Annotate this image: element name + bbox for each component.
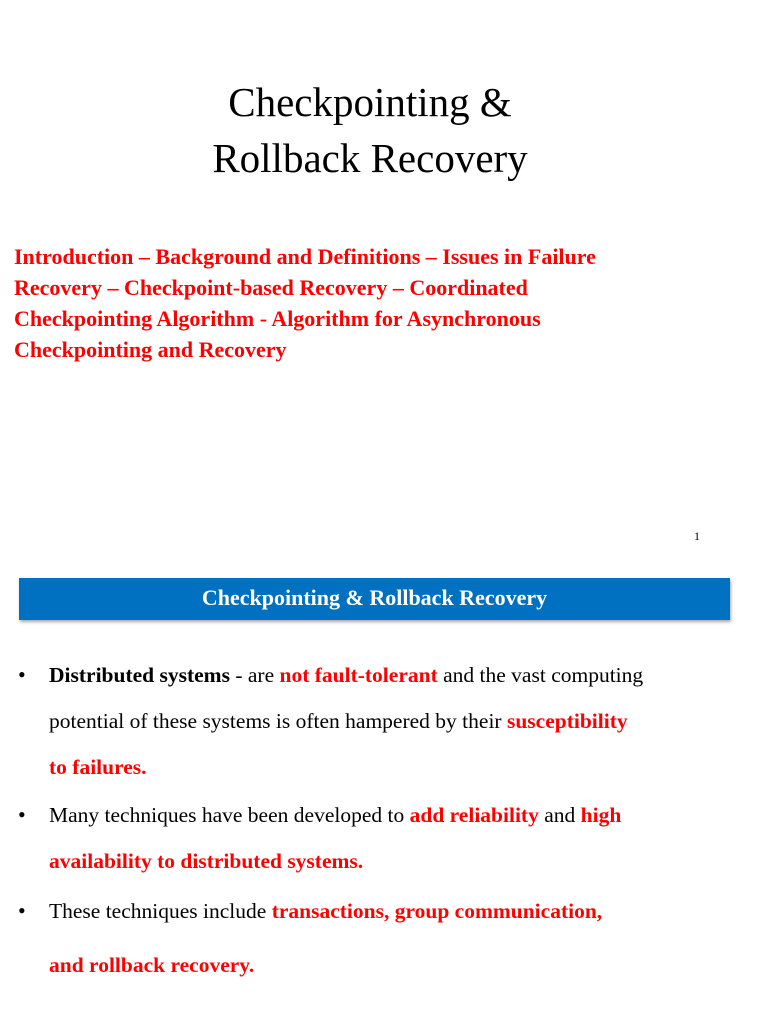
- bullet-2-highlight-c: availability to distributed systems.: [49, 849, 364, 873]
- bullet-3-line-1: [49, 884, 762, 938]
- bullet-2-text-a: Many techniques have been developed to: [49, 803, 410, 827]
- bullet-1-highlight-c: to failures.: [49, 755, 147, 779]
- slide-title-line-1: Checkpointing &: [228, 79, 512, 125]
- bullet-1-highlight-a: not fault-tolerant: [279, 663, 438, 687]
- bullet-1-line-2: [49, 698, 762, 744]
- bullet-2-highlight-b: high: [580, 803, 622, 827]
- slide-title-line-2: Rollback Recovery: [212, 135, 528, 181]
- subtitle-line-1: Introduction – Background and Definitions – Issues in Failure: [14, 244, 596, 269]
- bullet-item-1: [0, 652, 768, 790]
- bullet-1-bold-term: Distributed systems: [49, 663, 230, 687]
- content-slide: [0, 560, 768, 1024]
- slide-subtitle: [14, 241, 734, 365]
- bullet-dot-icon: •: [18, 898, 26, 923]
- bullet-3-highlight-a: transactions, group communication,: [271, 899, 603, 923]
- subtitle-line-3: Checkpointing Algorithm - Algorithm for Asynchronous: [14, 306, 541, 331]
- bullet-1-text-b: and the vast computing: [437, 663, 644, 687]
- page-number: 1: [694, 529, 700, 543]
- bullet-list: [0, 652, 768, 992]
- bullet-2-line-1: [49, 792, 762, 838]
- bullet-1-text-a: - are: [229, 663, 280, 687]
- bullet-dot-icon: •: [18, 662, 26, 687]
- subtitle-line-4: Checkpointing and Recovery: [14, 337, 287, 362]
- bullet-2-highlight-a: add reliability: [409, 803, 539, 827]
- bullet-dot-icon: •: [18, 802, 26, 827]
- slide-title: [0, 74, 740, 186]
- bullet-item-3: [0, 884, 768, 992]
- bullet-1-highlight-b: susceptibility: [506, 709, 628, 733]
- bullet-3-highlight-b: and rollback recovery.: [49, 953, 255, 977]
- bullet-1-text-c: potential of these systems is often hampered by their: [49, 709, 507, 733]
- subtitle-line-2: Recovery – Checkpoint-based Recovery – Coordinated: [14, 275, 528, 300]
- bullet-1-line-1: [49, 652, 762, 698]
- bullet-3-text-a: These techniques include: [49, 899, 272, 923]
- section-banner: Checkpointing & Rollback Recovery: [19, 578, 730, 620]
- bullet-item-2: [0, 792, 768, 884]
- bullet-2-text-b: and: [538, 803, 581, 827]
